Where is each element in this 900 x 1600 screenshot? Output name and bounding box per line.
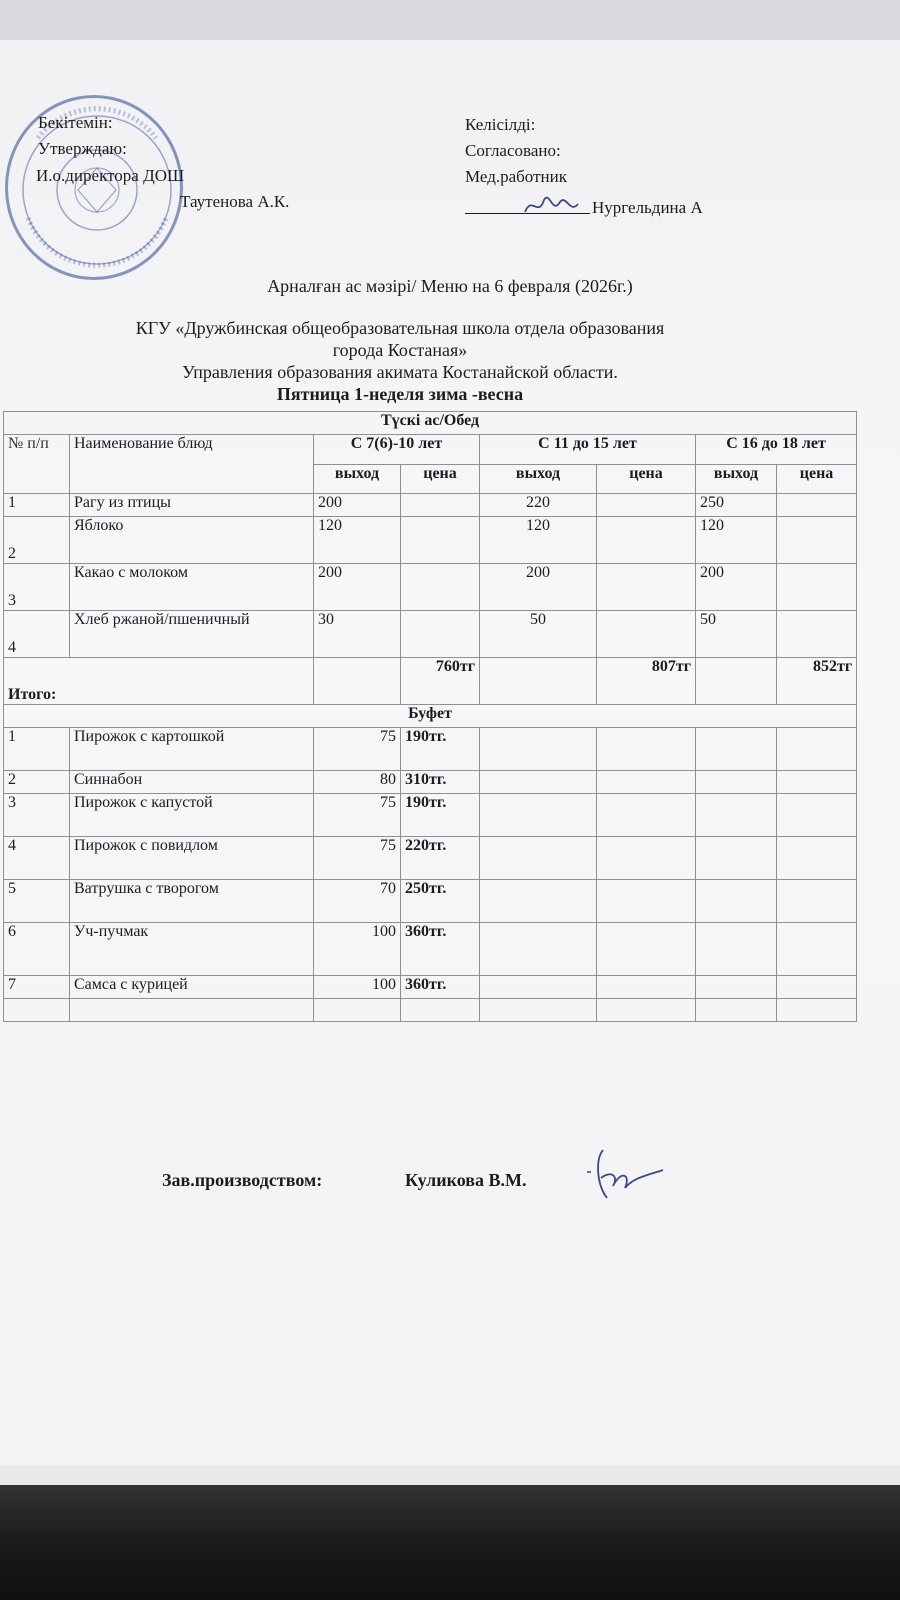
approval-left-name: Таутенова А.К. [180, 192, 290, 211]
out-value: 120 [696, 517, 777, 564]
table-row [4, 976, 857, 999]
price-value: 190тг. [401, 794, 480, 837]
table-row [4, 923, 857, 976]
table-row [4, 880, 857, 923]
sub-header-price-3: цена [777, 464, 857, 494]
out-value: 200 [314, 564, 401, 611]
out-value: 30 [314, 611, 401, 658]
row-num: 2 [4, 517, 70, 564]
out-value: 120 [480, 517, 597, 564]
approval-right-name: Нургельдина А [592, 198, 703, 217]
price-value: 250тг. [401, 880, 480, 923]
footer-signature [585, 1140, 675, 1210]
table-row [4, 517, 857, 564]
out-value: 250 [696, 494, 777, 517]
lunch-section-title: Түскі ас/Обед [4, 412, 857, 435]
table-row [4, 728, 857, 771]
out-value: 100 [314, 923, 401, 976]
approval-left-line3: И.о.директора ДОШ [36, 166, 185, 185]
out-value: 120 [314, 517, 401, 564]
row-num: 6 [4, 923, 70, 976]
table-row [4, 794, 857, 837]
med-signature [520, 190, 590, 220]
out-value: 220 [480, 494, 597, 517]
table-row [4, 771, 857, 794]
out-value: 75 [314, 728, 401, 771]
price-value: 190тг. [401, 728, 480, 771]
price-value: 220тг. [401, 837, 480, 880]
out-value: 80 [314, 771, 401, 794]
row-num: 1 [4, 728, 70, 771]
dish-name: Ватрушка с творогом [70, 880, 314, 923]
out-value: 75 [314, 837, 401, 880]
age-group-2: С 11 до 15 лет [480, 435, 696, 465]
dish-name: Рагу из птицы [70, 494, 314, 517]
menu-table [3, 411, 857, 1022]
out-value: 75 [314, 794, 401, 837]
col-header-num: № п/п [4, 435, 70, 494]
row-num: 1 [4, 494, 70, 517]
total-row [4, 658, 857, 705]
out-value: 70 [314, 880, 401, 923]
school-line2: города Костаная» [332, 340, 468, 360]
sub-header-price-2: цена [597, 464, 696, 494]
sub-header-out-2: выход [480, 464, 597, 494]
dish-name: Пирожок с повидлом [70, 837, 314, 880]
age-group-1: С 7(6)-10 лет [314, 435, 480, 465]
row-num: 4 [4, 837, 70, 880]
out-value: 200 [696, 564, 777, 611]
total-price-2: 807тг [597, 658, 696, 705]
approval-right-line3: Мед.работник [465, 167, 567, 186]
dish-name: Какао с молоком [70, 564, 314, 611]
dish-name: Самса с курицей [70, 976, 314, 999]
dish-name: Яблоко [70, 517, 314, 564]
sub-header-out-3: выход [696, 464, 777, 494]
out-value: 200 [480, 564, 597, 611]
approval-right-line2: Согласовано: [465, 141, 561, 160]
buffet-section-title: Буфет [4, 705, 857, 728]
table-row [4, 611, 857, 658]
dish-name: Уч-пучмак [70, 923, 314, 976]
row-num: 2 [4, 771, 70, 794]
total-label: Итого: [4, 658, 314, 705]
total-price-3: 852тг [777, 658, 857, 705]
price-value: 310тг. [401, 771, 480, 794]
out-value: 50 [480, 611, 597, 658]
school-line3: Управления образования акимата Костанайской области. [182, 362, 618, 382]
out-value: 100 [314, 976, 401, 999]
col-header-name: Наименование блюд [70, 435, 314, 494]
row-num: 4 [4, 611, 70, 658]
school-line1: КГУ «Дружбинская общеобразовательная школа отдела образования [135, 318, 665, 338]
price-value: 360тг. [401, 923, 480, 976]
week-label: Пятница 1-неделя зима -весна [276, 384, 524, 404]
dish-name: Пирожок с картошкой [70, 728, 314, 771]
sub-header-price-1: цена [401, 464, 480, 494]
out-value: 200 [314, 494, 401, 517]
row-num: 3 [4, 794, 70, 837]
dish-name: Синнабон [70, 771, 314, 794]
table-row [4, 564, 857, 611]
approval-left-line2: Утверждаю: [38, 139, 127, 158]
row-num: 5 [4, 880, 70, 923]
price-value: 360тг. [401, 976, 480, 999]
row-num: 7 [4, 976, 70, 999]
total-price-1: 760тг [401, 658, 480, 705]
out-value: 50 [696, 611, 777, 658]
approval-right-line1: Келісілді: [465, 115, 536, 134]
dish-name: Хлеб ржаной/пшеничный [70, 611, 314, 658]
table-row [4, 837, 857, 880]
dish-name: Пирожок с капустой [70, 794, 314, 837]
footer-role: Зав.производством: [162, 1170, 323, 1190]
approval-left-line1: Бекітемін: [38, 113, 113, 132]
footer-name: Куликова В.М. [405, 1170, 527, 1190]
row-num: 3 [4, 564, 70, 611]
table-row [4, 494, 857, 517]
age-group-3: С 16 до 18 лет [696, 435, 857, 465]
dark-background [0, 1465, 900, 1600]
sub-header-out-1: выход [314, 464, 401, 494]
menu-title: Арналған ас мәзірі/ Меню на 6 февраля (2026г.) [267, 276, 633, 296]
